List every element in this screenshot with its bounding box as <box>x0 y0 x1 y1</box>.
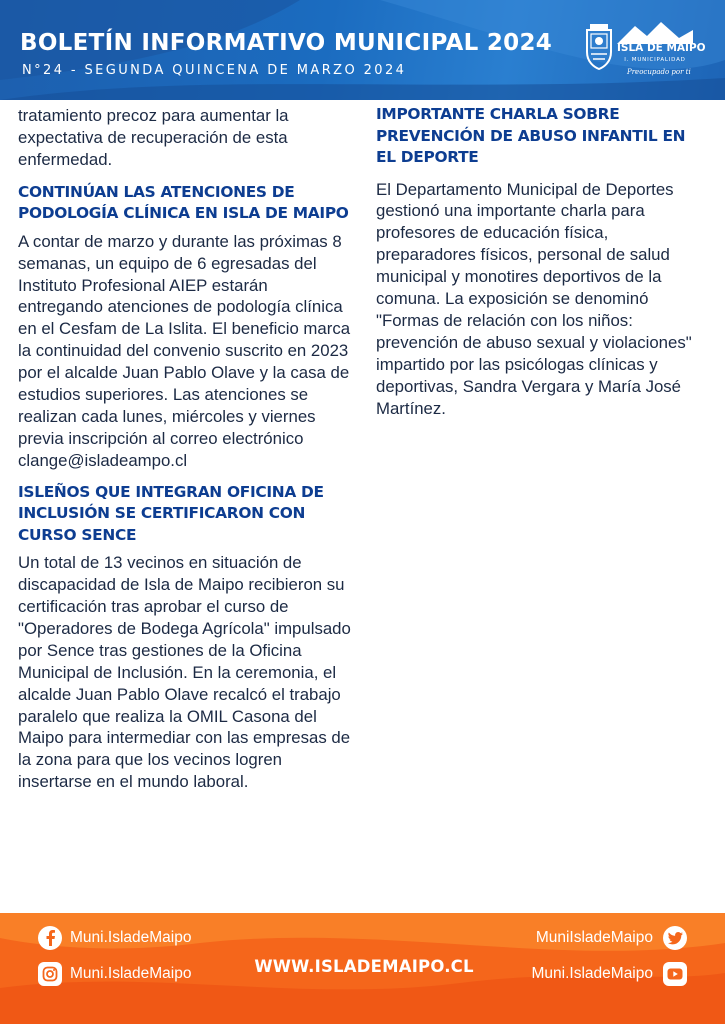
youtube-link[interactable] <box>532 962 687 986</box>
youtube-icon <box>663 962 687 986</box>
article-podology-body: A contar de marzo y durante las próximas 8 semanas, un equipo de 6 egresadas del Instituto Profesional AIEP estarán entregando atenciones de podología clínica en el Cesfam de La Islita. El beneficio marca la continuidad del convenio suscrito en 2023 por el alcalde Juan Pablo Olave y la casa de estudios superiores. Las atenciones se realizan cada lunes, miércoles y viernes previa inscripción al correo electrónico clange@isladeampo.cl <box>18 231 351 470</box>
article-podology-heading: CONTINÚAN LAS ATENCIONES DE PODOLOGÍA CLÍNICA EN ISLA DE MAIPO <box>18 182 349 223</box>
facebook-handle: Muni.IsladeMaipo <box>70 929 192 946</box>
website-link[interactable]: WWW.ISLADEMAIPO.CL <box>254 957 474 976</box>
article-continuation-text: tratamiento precoz para aumentar la expectativa de recuperación de esta enfermedad. <box>18 106 289 169</box>
right-column <box>376 104 706 419</box>
mountain-logo-icon <box>617 22 693 44</box>
article-inclusion-heading: ISLEÑOS QUE INTEGRAN OFICINA DE INCLUSIÓN SE CERTIFICARON CON CURSO SENCE <box>18 482 324 544</box>
header-banner <box>0 0 725 100</box>
instagram-icon <box>38 962 62 986</box>
twitter-icon <box>663 926 687 950</box>
twitter-link[interactable] <box>536 926 687 950</box>
article-inclusion-body: Un total de 13 vecinos en situación de discapacidad de Isla de Maipo recibieron su certificación tras aprobar el curso de "Operadores de Bodega Agrícola" impulsado por Sence tras gestiones de la Oficina Municipal de Inclusión. En la ceremonia, el alcalde Juan Pablo Olave recalcó el trabajo paralelo que realiza la OMIL Casona del Maipo para intermediar con las empresas de la zona para que los vecinos logren insertarse en el mundo laboral. <box>18 553 351 792</box>
logo-name: ISLA DE MAIPO <box>617 42 706 54</box>
bulletin-issue: N°24 - SEGUNDA QUINCENA DE MARZO 2024 <box>22 63 407 78</box>
youtube-handle: Muni.IsladeMaipo <box>531 965 653 982</box>
facebook-icon <box>38 926 62 950</box>
article-abuse-prevention-heading: IMPORTANTE CHARLA SOBRE PREVENCIÓN DE ABUSO INFANTIL EN EL DEPORTE <box>376 105 686 166</box>
municipal-crest-icon <box>584 22 614 70</box>
twitter-handle: MuniIsladeMaipo <box>535 929 653 946</box>
logo-subtitle: I. MUNICIPALIDAD <box>624 57 686 63</box>
instagram-handle: Muni.IsladeMaipo <box>70 965 192 982</box>
instagram-link[interactable] <box>38 962 191 986</box>
facebook-link[interactable] <box>38 926 191 950</box>
logo-slogan: Preocupado por ti <box>627 68 691 76</box>
left-column <box>18 104 353 793</box>
article-abuse-prevention-body: El Departamento Municipal de Deportes gestionó una importante charla para profesores de educación física, preparadores físicos, personal de salud municipal y monotires deportivos de la comuna. La exposición se denominó "Formas de relación con los niños: prevención de abuso sexual y violaciones" impartido por las psicólogas clínicas y deportivas, Sandra Vergara y María José Martínez. <box>376 179 692 418</box>
isla-de-maipo-logo <box>617 22 713 80</box>
bulletin-title: BOLETÍN INFORMATIVO MUNICIPAL 2024 <box>20 30 553 56</box>
